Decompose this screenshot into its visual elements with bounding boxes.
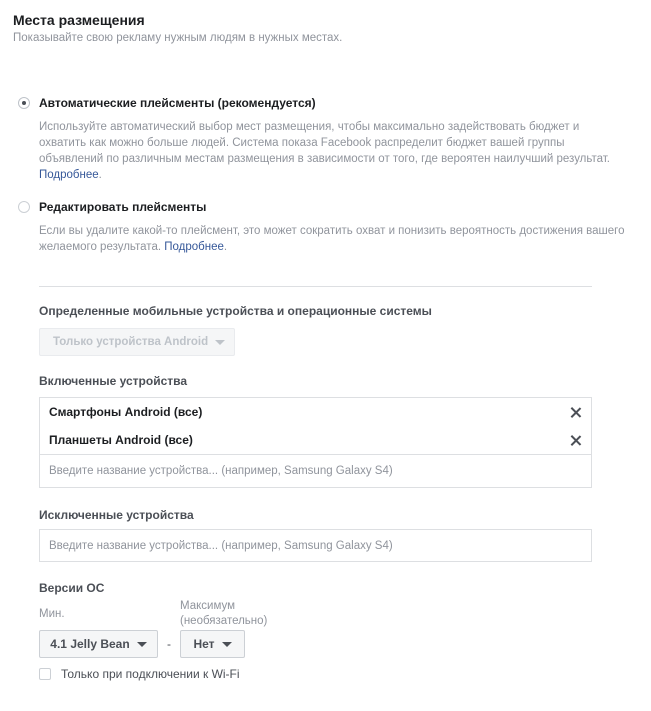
os-select-value: Только устройства Android xyxy=(53,336,209,348)
chevron-down-icon xyxy=(222,642,232,647)
os-versions-label: Версии ОС xyxy=(39,581,105,595)
chevron-down-icon xyxy=(137,642,147,647)
section-title: Места размещения xyxy=(13,12,145,28)
included-devices-input[interactable] xyxy=(40,455,591,487)
edit-placements-label[interactable]: Редактировать плейсменты xyxy=(39,200,207,214)
min-version-label: Мин. xyxy=(39,608,65,620)
section-subtitle: Показывайте свою рекламу нужным людям в нужных местах. xyxy=(13,32,343,44)
included-device-label: Планшеты Android (все) xyxy=(49,433,193,447)
min-version-value: 4.1 Jelly Bean xyxy=(50,637,130,651)
os-select-dropdown xyxy=(39,328,235,356)
edit-placements-description: Если вы удалите какой-то плейсмент, это может сократить охват и понизить вероятность достижения вашего желаемого результата. Подробнее. xyxy=(39,225,625,253)
edit-learn-more-link[interactable]: Подробнее xyxy=(164,241,224,253)
max-version-value: Нет xyxy=(193,637,215,651)
excluded-devices-label: Исключенные устройства xyxy=(39,508,194,522)
automatic-placements-label[interactable]: Автоматические плейсменты (рекомендуется) xyxy=(39,96,316,110)
max-version-label xyxy=(180,599,267,629)
divider xyxy=(39,286,592,287)
wifi-only-checkbox[interactable] xyxy=(39,668,51,680)
included-device-label: Смартфоны Android (все) xyxy=(49,405,203,419)
min-version-dropdown[interactable] xyxy=(39,630,158,658)
included-devices-label: Включенные устройства xyxy=(39,374,188,388)
edit-description-text: Если вы удалите какой-то плейсмент, это может сократить охват и понизить вероятность достижения вашего желаемого результата. xyxy=(39,225,625,253)
wifi-only-label[interactable]: Только при подключении к Wi-Fi xyxy=(61,667,240,681)
excluded-devices-input[interactable] xyxy=(40,530,591,561)
chevron-down-icon xyxy=(215,340,225,345)
automatic-placements-description: Используйте автоматический выбор мест размещения, чтобы максимально задействовать бюджет и охватить как можно больше людей. Система показа Facebook распределит бюджет вашей группы объявлений по различным местам размещения в зависимости от того, где вероятен наилучший результат. Подробнее. xyxy=(39,121,610,181)
included-device-item xyxy=(40,426,591,454)
edit-placements-radio[interactable] xyxy=(18,201,30,213)
excluded-devices-box xyxy=(39,529,592,562)
os-devices-label: Определенные мобильные устройства и операционные системы xyxy=(39,304,432,318)
included-device-item xyxy=(40,398,591,426)
max-version-label-line1: Максимум xyxy=(180,600,236,612)
automatic-placements-radio[interactable] xyxy=(18,97,30,109)
close-icon[interactable] xyxy=(570,435,581,446)
close-icon[interactable] xyxy=(570,407,581,418)
automatic-learn-more-link[interactable]: Подробнее xyxy=(39,169,99,181)
version-separator: - xyxy=(167,637,171,651)
max-version-label-line2: (необязательно) xyxy=(180,615,268,627)
max-version-dropdown[interactable] xyxy=(180,630,245,658)
automatic-description-text: Используйте автоматический выбор мест размещения, чтобы максимально задействовать бюджет и охватить как можно больше людей. Система показа Facebook распределит бюджет вашей группы объявлений по различным местам размещения в зависимости от того, где вероятен наилучший результат. xyxy=(39,121,610,165)
included-devices-box xyxy=(39,397,592,488)
